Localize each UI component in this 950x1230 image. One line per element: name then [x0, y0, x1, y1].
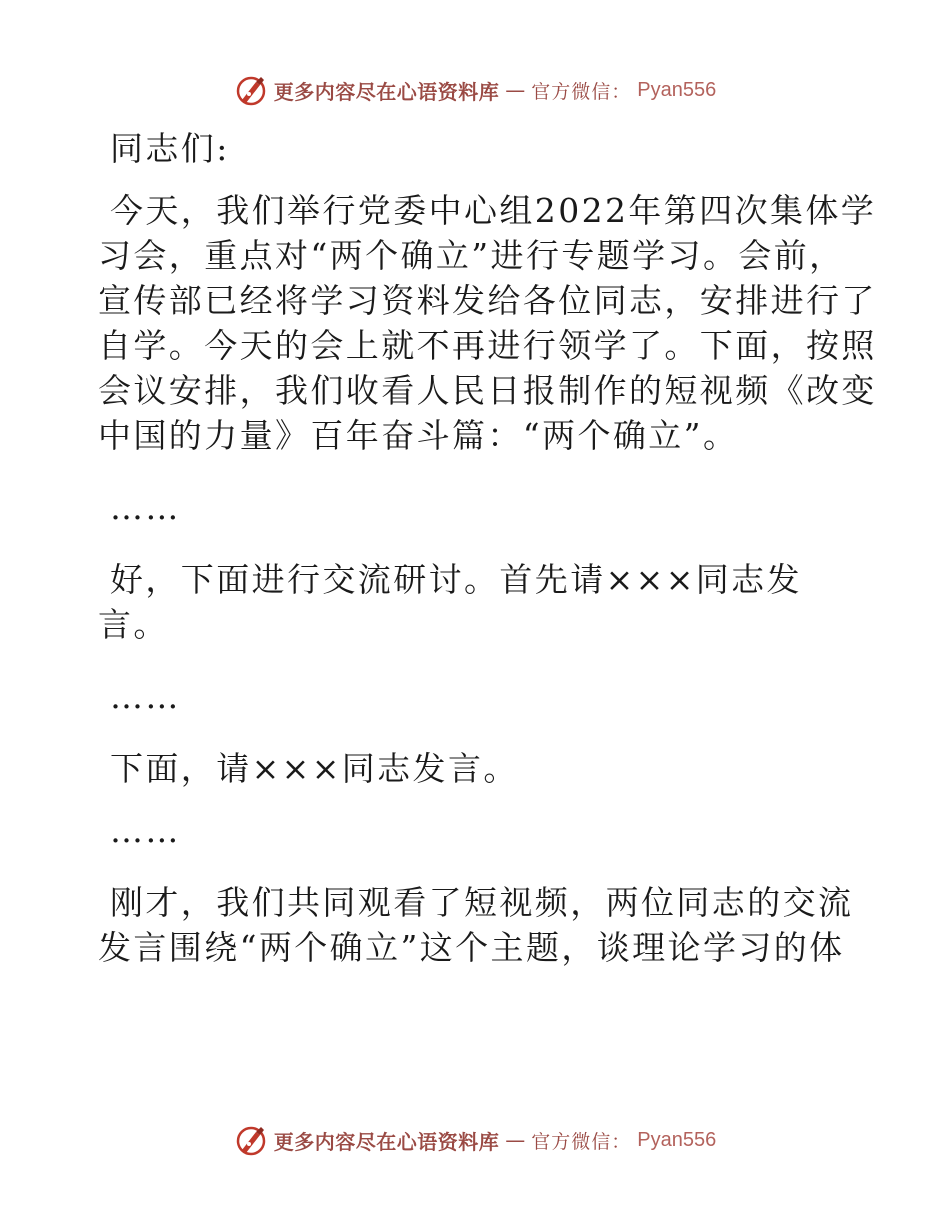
ellipsis-line: ……	[110, 677, 181, 716]
banner-dash: —	[505, 78, 526, 102]
paragraph-line: 今天，我们举行党委中心组2022年第四次集体学	[110, 191, 877, 230]
banner-contact-label: 官方微信：	[531, 1130, 632, 1153]
paragraph-line: 好，下面进行交流研讨。首先请×××同志发	[110, 560, 802, 599]
banner-slogan: 更多内容尽在心语资料库	[273, 79, 500, 104]
header-banner	[0, 70, 950, 110]
banner-wechat-id: Pyan556	[637, 78, 717, 101]
paragraph-line: 习会，重点对“两个确立”进行专题学习。会前，	[98, 236, 845, 275]
ellipsis-line: ……	[110, 811, 181, 850]
paragraph-line: 言。	[98, 605, 169, 644]
paragraph-line: 发言围绕“两个确立”这个主题，谈理论学习的体	[98, 928, 845, 967]
salutation: 同志们:	[110, 129, 230, 168]
paragraph-line: 中国的力量》百年奋斗篇：“两个确立”。	[98, 416, 739, 455]
paragraph-line: 宣传部已经将学习资料发给各位同志，安排进行了	[98, 281, 877, 320]
banner-wechat-id: Pyan556	[637, 1128, 717, 1151]
banner-dash: —	[505, 1128, 526, 1152]
ellipsis-line: ……	[110, 488, 181, 527]
footer-banner	[0, 1120, 950, 1160]
paragraph-line: 会议安排，我们收看人民日报制作的短视频《改变	[98, 371, 877, 410]
document-body	[98, 126, 877, 970]
pen-logo-icon	[234, 1123, 268, 1157]
paragraph-line: 自学。今天的会上就不再进行领学了。下面，按照	[98, 326, 877, 365]
banner-slogan: 更多内容尽在心语资料库	[273, 1129, 500, 1154]
paragraph-line: 刚才，我们共同观看了短视频，两位同志的交流	[110, 883, 854, 922]
banner-contact-label: 官方微信：	[531, 80, 632, 103]
pen-logo-icon	[234, 73, 268, 107]
paragraph-line: 下面，请×××同志发言。	[110, 749, 519, 788]
